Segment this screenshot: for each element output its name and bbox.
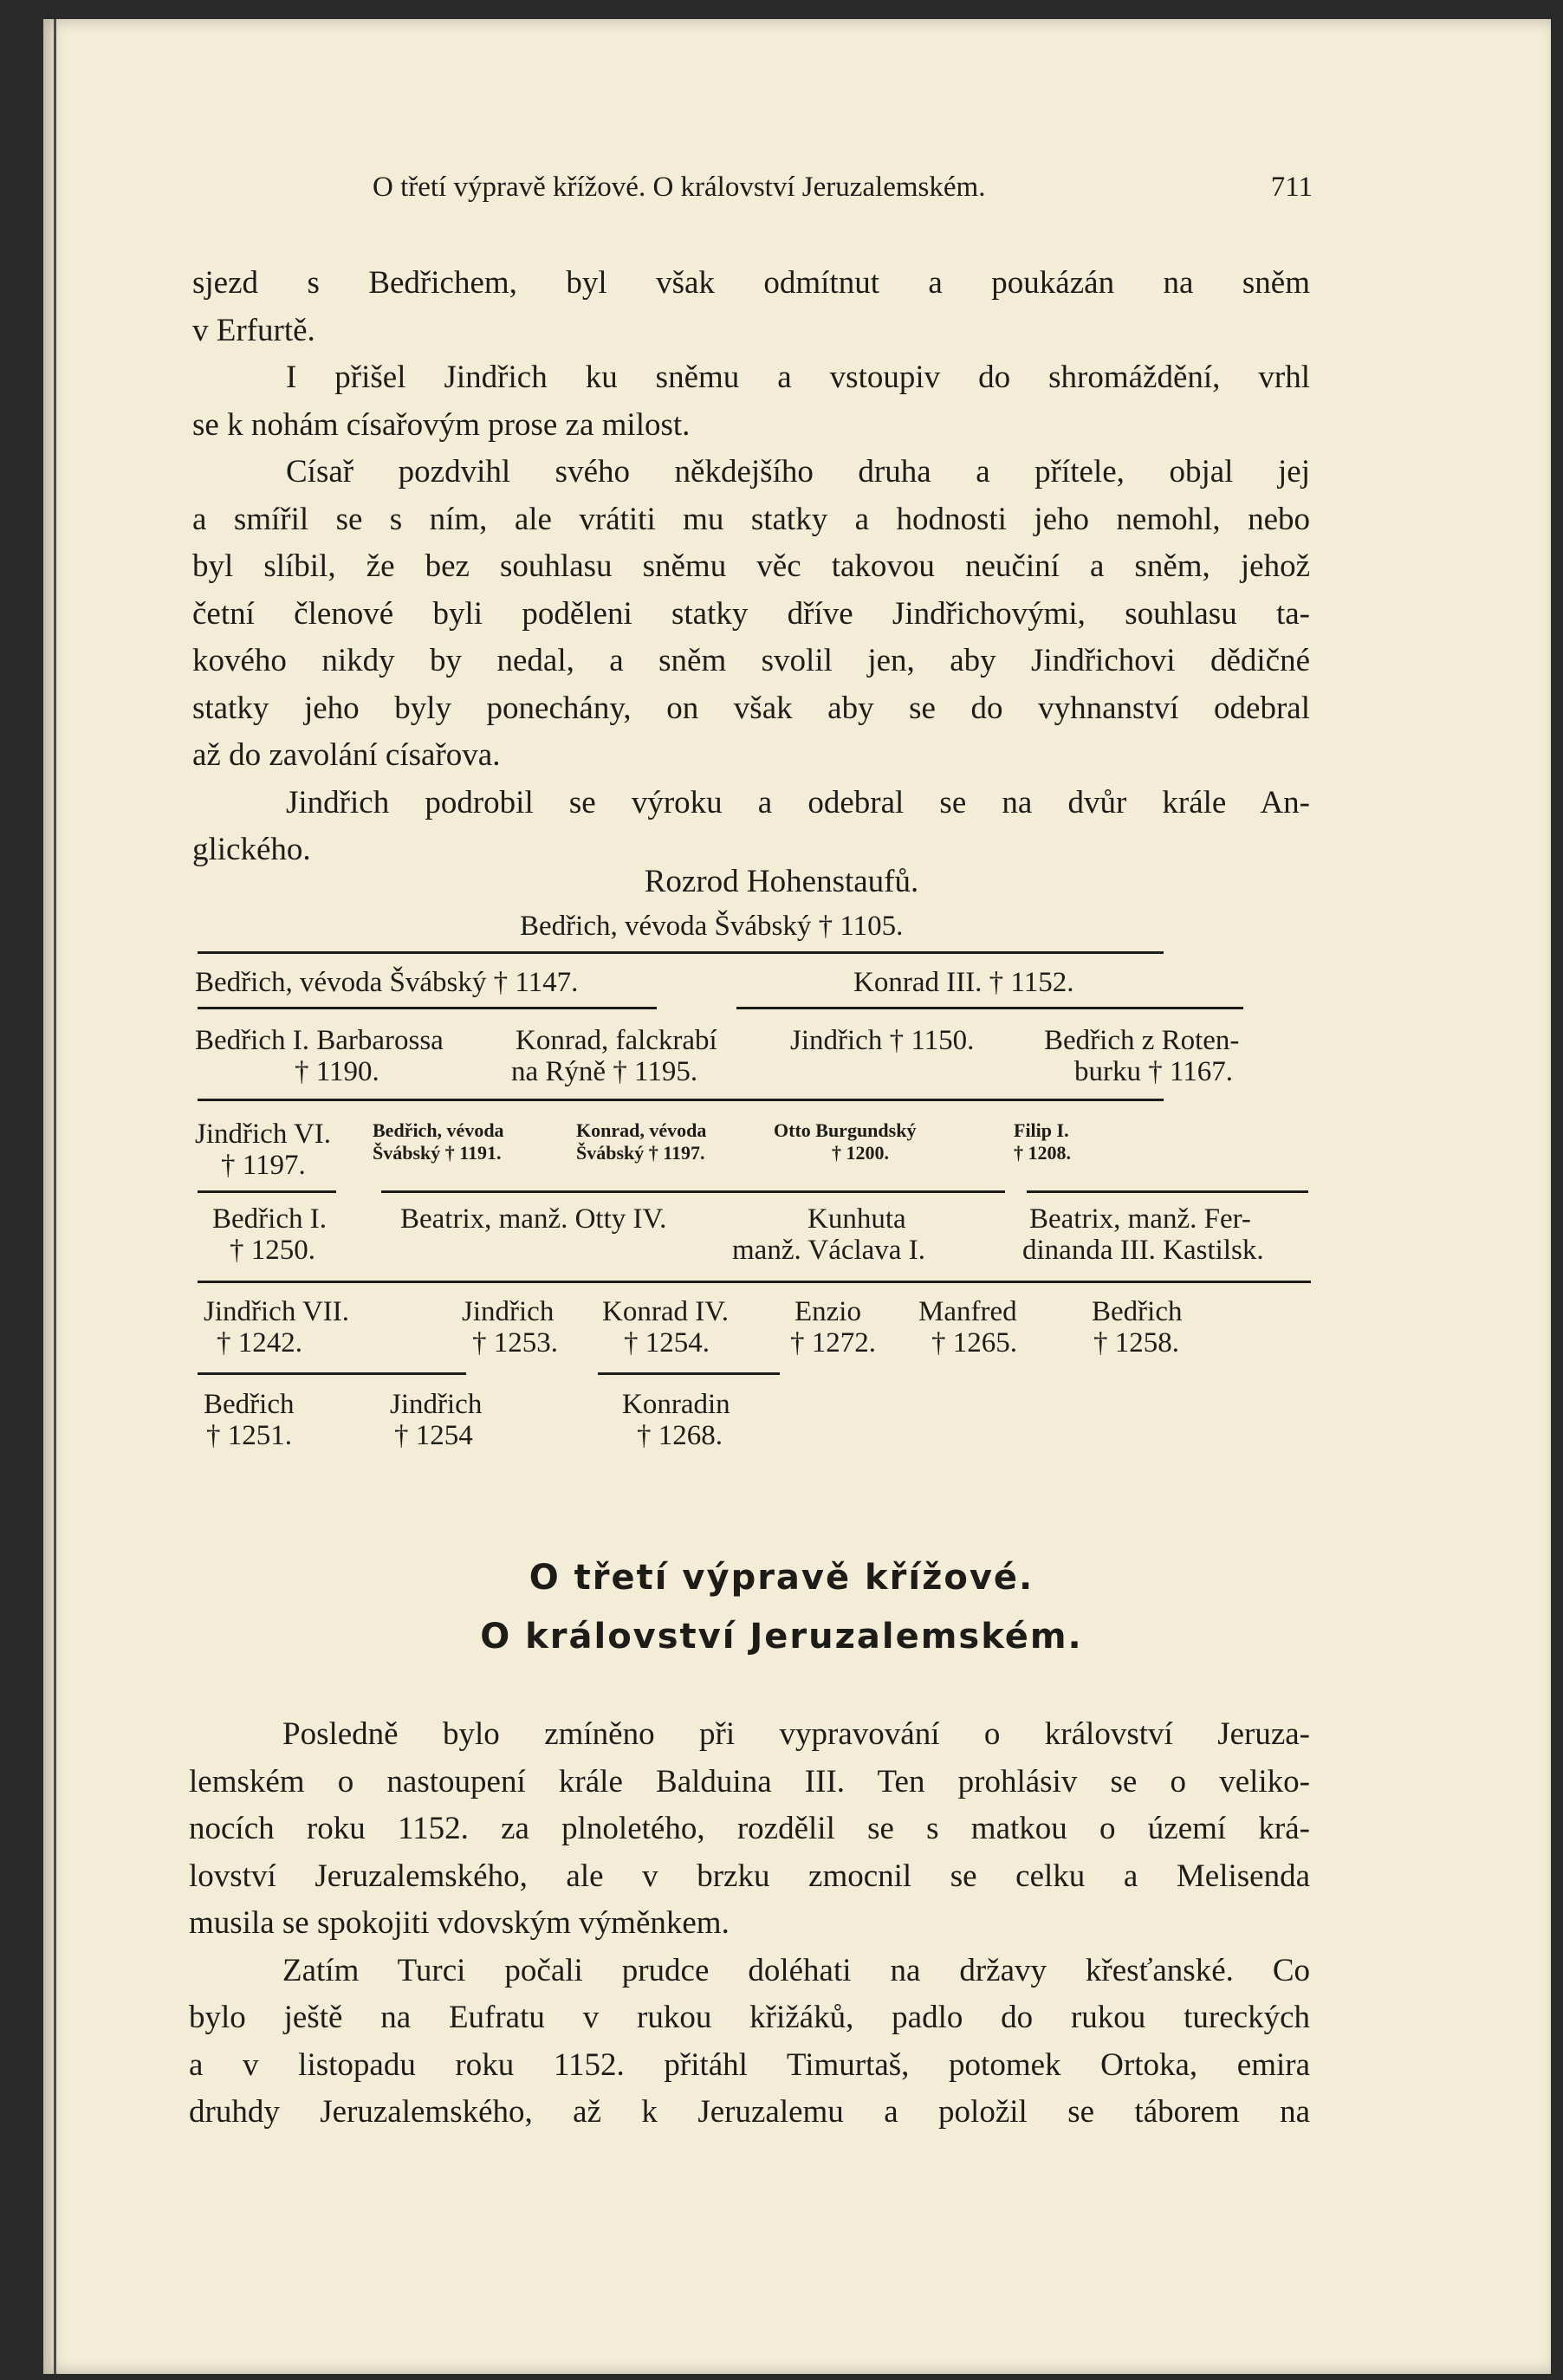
tree-node: † 1254. bbox=[624, 1327, 710, 1359]
tree-node: † 1208. bbox=[1014, 1142, 1071, 1164]
text-line: kového nikdy by nedal, a sněm svolil jen, aby Jindřichovi dědičné bbox=[192, 643, 1310, 678]
tree-node: Konrad, falckrabí bbox=[516, 1025, 717, 1056]
text-line: se k nohám císařovým prose za milost. bbox=[192, 406, 691, 443]
tree-node: Bedřich I. bbox=[212, 1203, 327, 1235]
tree-node: † 1190. bbox=[295, 1056, 379, 1087]
text-line: druhdy Jeruzalemského, až k Jeruzalemu a položil se táborem na bbox=[189, 2094, 1310, 2130]
tree-title: Rozrod Hohenstaufů. bbox=[644, 864, 919, 899]
text-line: glického. bbox=[192, 832, 311, 867]
page-number: 711 bbox=[1270, 172, 1313, 203]
tree-node: † 1253. bbox=[472, 1327, 558, 1359]
text-line: Císař pozdvihl svého někdejšího druha a přítele, objal jej bbox=[286, 454, 1310, 490]
tree-rule bbox=[381, 1190, 1005, 1193]
tree-node: † 1200. bbox=[832, 1142, 889, 1164]
text-line: nocích roku 1152. za plnoletého, rozdělil se s matkou o území krá- bbox=[189, 1811, 1310, 1846]
tree-node: † 1197. bbox=[221, 1150, 306, 1181]
tree-node: Bedřich z Roten- bbox=[1044, 1025, 1240, 1056]
tree-node: † 1250. bbox=[230, 1235, 315, 1266]
text-line: lemském o nastoupení krále Balduina III. Ten prohlásiv se o veliko- bbox=[189, 1763, 1310, 1800]
tree-node: Otto Burgundský bbox=[774, 1119, 917, 1141]
text-line: v Erfurtě. bbox=[192, 312, 315, 348]
tree-node: Bedřich I. Barbarossa bbox=[195, 1025, 444, 1056]
text-line: I přišel Jindřich ku sněmu a vstoupiv do shromáždění, vrhl bbox=[286, 360, 1310, 395]
section-heading-line2: O království Jeruzalemském. bbox=[480, 1617, 1083, 1657]
tree-rule bbox=[198, 1099, 1164, 1101]
tree-node: † 1251. bbox=[206, 1420, 292, 1451]
tree-node: Jindřich bbox=[462, 1296, 555, 1327]
tree-node: Jindřich bbox=[390, 1389, 483, 1420]
tree-node: † 1268. bbox=[637, 1420, 723, 1451]
text-line: byl slíbil, že bez souhlasu sněmu věc takovou neučiní a sněm, jehož bbox=[192, 548, 1310, 584]
tree-node: Konradin bbox=[622, 1389, 730, 1420]
tree-rule bbox=[198, 1190, 336, 1193]
text-line: a smířil se s ním, ale vrátiti mu statky a hodnosti jeho nemohl, nebo bbox=[192, 501, 1310, 537]
section-heading-line1: O třetí výpravě křížové. bbox=[529, 1558, 1034, 1598]
tree-root: Bedřich, vévoda Švábský † 1105. bbox=[520, 911, 904, 942]
tree-node: Jindřich † 1150. bbox=[790, 1025, 975, 1056]
tree-node: Manfred bbox=[918, 1296, 1017, 1327]
body-text bbox=[189, 1711, 1310, 2137]
text-line: bylo ještě na Eufratu v rukou křižáků, padlo do rukou tureckých bbox=[189, 2000, 1310, 2035]
intro-text bbox=[192, 260, 1310, 874]
tree-node: Beatrix, manž. Otty IV. bbox=[400, 1203, 667, 1235]
tree-node: † 1254 bbox=[394, 1420, 473, 1451]
tree-rule bbox=[198, 1372, 466, 1375]
tree-node: Enzio bbox=[794, 1296, 861, 1327]
tree-rule bbox=[736, 1007, 1243, 1009]
tree-rule bbox=[598, 1372, 780, 1375]
tree-node: Filip I. bbox=[1014, 1119, 1069, 1141]
tree-node: manž. Václava I. bbox=[732, 1235, 925, 1266]
tree-node: Bedřich, vévoda bbox=[373, 1119, 504, 1141]
tree-node: Konrad, vévoda bbox=[576, 1119, 707, 1141]
tree-node: dinanda III. Kastilsk. bbox=[1022, 1235, 1264, 1266]
text-line: Posledně bylo zmíněno při vypravování o království Jeruza- bbox=[282, 1716, 1310, 1752]
tree-rule bbox=[198, 1281, 1311, 1283]
tree-node: † 1272. bbox=[790, 1327, 876, 1359]
paragraph bbox=[192, 260, 1310, 308]
tree-node: Jindřich VI. bbox=[195, 1119, 332, 1150]
header-title: O třetí výpravě křížové. O království Jeruzalemském. bbox=[373, 172, 986, 203]
text-line: statky jeho byly ponechány, on však aby se do vyhnanství odebral bbox=[192, 690, 1310, 726]
tree-node: Švábský † 1197. bbox=[576, 1142, 705, 1164]
tree-node: na Rýně † 1195. bbox=[511, 1056, 698, 1087]
tree-rule bbox=[198, 951, 1164, 954]
text-line: musila se spokojiti vdovským výměnkem. bbox=[189, 1905, 730, 1941]
text-line: sjezd s Bedřichem, byl však odmítnut a poukázán na sněm bbox=[192, 265, 1310, 301]
tree-node: Bedřich bbox=[204, 1389, 295, 1420]
tree-node: † 1265. bbox=[931, 1327, 1017, 1359]
tree-rule bbox=[1027, 1190, 1308, 1193]
text-line: Zatím Turci počali prudce doléhati na državy křesťanské. Co bbox=[282, 1952, 1310, 1988]
tree-node: burku † 1167. bbox=[1074, 1056, 1234, 1087]
tree-node: Beatrix, manž. Fer- bbox=[1029, 1203, 1251, 1235]
tree-node: † 1258. bbox=[1093, 1327, 1179, 1359]
tree-node: Konrad III. † 1152. bbox=[853, 967, 1074, 998]
text-line: a v listopadu roku 1152. přitáhl Timurtaš, potomek Ortoka, emira bbox=[189, 2046, 1310, 2083]
tree-rule bbox=[198, 1007, 657, 1009]
tree-node: Jindřich VII. bbox=[204, 1296, 350, 1327]
tree-node: Švábský † 1191. bbox=[373, 1142, 502, 1164]
text-line: Jindřich podrobil se výroku a odebral se na dvůr krále An- bbox=[286, 784, 1310, 820]
tree-node: Konrad IV. bbox=[602, 1296, 730, 1327]
tree-node: Bedřich, vévoda Švábský † 1147. bbox=[195, 967, 579, 998]
tree-node: Bedřich bbox=[1092, 1296, 1183, 1327]
tree-node: Kunhuta bbox=[807, 1203, 906, 1235]
text-line: lovství Jeruzalemského, ale v brzku zmocnil se celku a Melisenda bbox=[189, 1858, 1310, 1894]
text-line: až do zavolání císařova. bbox=[192, 737, 501, 773]
tree-node: † 1242. bbox=[217, 1327, 302, 1359]
page-gutter bbox=[54, 19, 56, 2374]
text-line: četní členové byli poděleni statky dříve Jindřichovými, souhlasu ta- bbox=[192, 595, 1310, 632]
